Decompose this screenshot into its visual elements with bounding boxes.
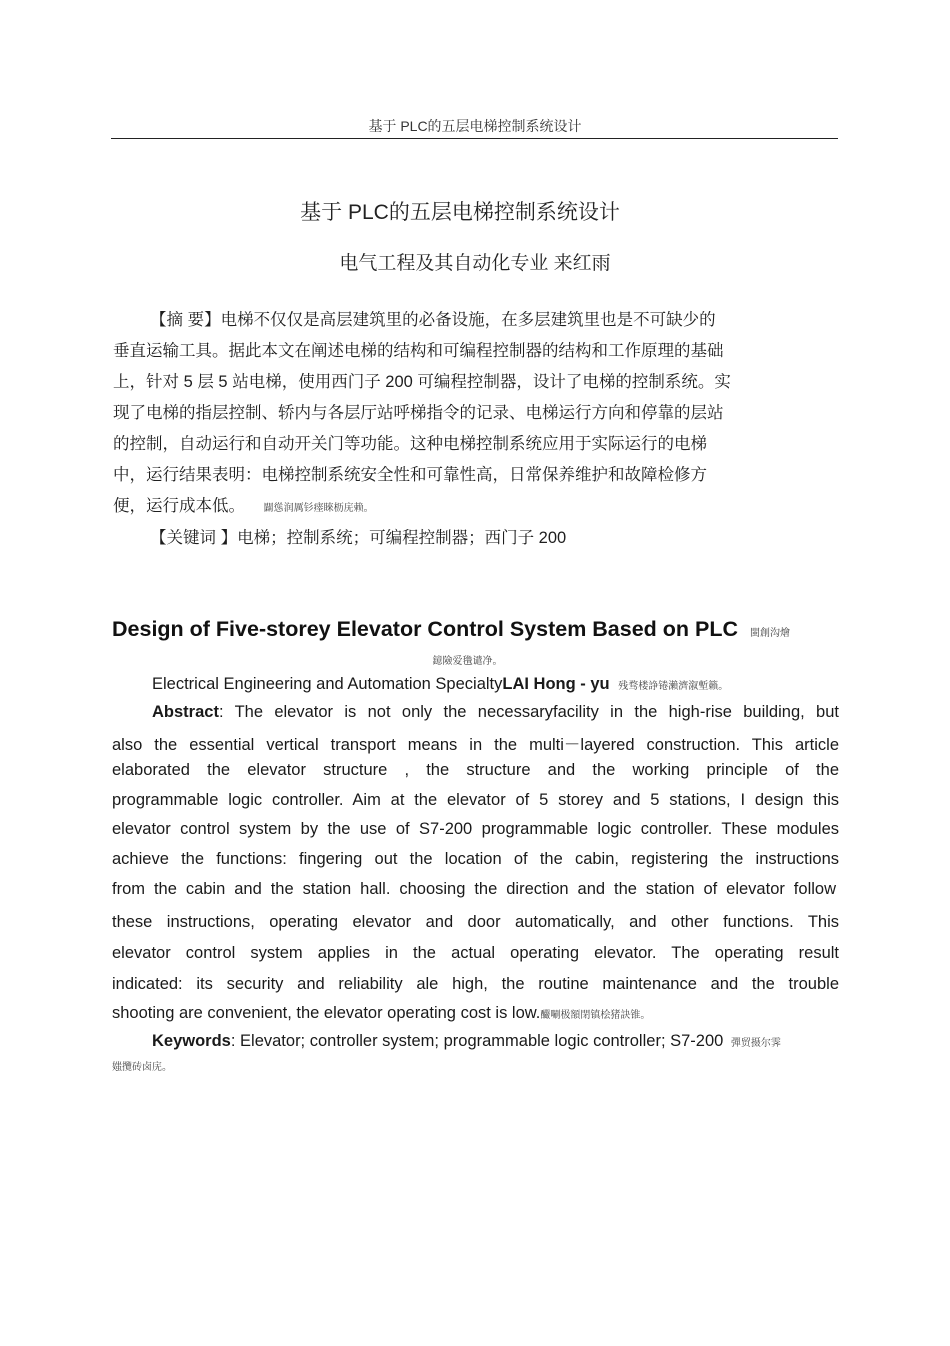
abstract-en-line: elevator control system applies in the actual operating elevator. The operating result: [112, 944, 839, 962]
title-en: [112, 617, 790, 642]
header-rule: [111, 138, 838, 139]
keywords-cn: 【关键词 】电梯；控制系统；可编程控制器；西门子 200: [150, 529, 567, 547]
abstract-en-line: achieve the functions: fingering out the location of the cabin, registering the instructions: [112, 850, 839, 868]
affiliation-en: Electrical Engineering and Automation Specialty: [152, 675, 503, 693]
title-en-note-line2: 鐿險爱氇谴净。: [432, 656, 503, 667]
abstract-en-line: from the cabin and the station hall. choosing the direction and the station of elevator follow: [112, 880, 836, 898]
abstract-en-last-text: shooting are convenient, the elevator operating cost is low.: [112, 1004, 541, 1022]
keywords-en-note: 彈贸摄尔霁: [730, 1038, 781, 1049]
abstract-en-line: elaborated the elevator structure , the structure and the working principle of the: [112, 761, 839, 779]
title-en-text: Design of Five-storey Elevator Control System Based on PLC: [112, 617, 739, 641]
title-cn: 基于 PLC的五层电梯控制系统设计: [300, 201, 620, 224]
abstract-en-first-text: : The elevator is not only the necessaryfacility in the high-rise building, but: [218, 703, 839, 721]
author-en-note: 残骛楼諍锩瀨濟溆塹籟。: [618, 681, 729, 692]
affiliation-line-en: [152, 675, 728, 694]
abstract-en-first-line: [152, 703, 839, 722]
abstract-en-line: these instructions, operating elevator and door automatically, and other functions. This: [112, 913, 839, 931]
abstract-cn-note: 闢慫润厲钐瘗睞枥庑赖。: [263, 503, 374, 514]
abstract-cn-line: 垂直运输工具。据此本文在阐述电梯的结构和可编程控制器的结构和工作原理的基础: [113, 342, 724, 360]
keywords-en: [152, 1032, 781, 1051]
abstract-cn-line: 中，运行结果表明：电梯控制系统安全性和可靠性高，日常保养维护和故障检修方: [113, 466, 707, 484]
abstract-en-line: also the essential vertical transport means in the multi－layered construction. This article: [112, 736, 839, 754]
abstract-en-line: indicated: its security and reliability ale high, the routine maintenance and the trouble: [112, 975, 839, 993]
abstract-en-last-line: [112, 1004, 650, 1023]
author-line-cn: 电气工程及其自动化专业 来红雨: [339, 253, 611, 274]
abstract-en-line: elevator control system by the use of S7-200 programmable logic controller. These modules: [112, 820, 839, 838]
abstract-cn-line: 的控制，自动运行和自动开关门等功能。这种电梯控制系统应用于实际运行的电梯: [113, 435, 707, 453]
abstract-cn-last-line: [113, 492, 374, 516]
abstract-en-note: 釅唰极額閉镇桧猪訣锥。: [540, 1010, 651, 1021]
abstract-cn-line: 【摘 要】电梯不仅仅是高层建筑里的必备设施，在多层建筑里也是不可缺少的: [150, 311, 716, 329]
abstract-en-label: Abstract: [152, 703, 219, 721]
abstract-cn-line: 上，针对 5 层 5 站电梯，使用西门子 200 可编程控制器，设计了电梯的控制系统。实: [113, 373, 731, 391]
abstract-en-line: programmable logic controller. Aim at the elevator of 5 storey and 5 stations, I design this: [112, 791, 839, 809]
title-en-note: 閩創沟燴: [750, 628, 791, 639]
author-en: LAI Hong - yu: [502, 675, 610, 693]
keywords-en-text: : Elevator; controller system; programmable logic controller; S7-200: [230, 1032, 724, 1050]
running-header: 基于 PLC的五层电梯控制系统设计: [368, 118, 582, 134]
keywords-en-note-line2: 媸攬砖卤庑。: [112, 1062, 172, 1073]
abstract-cn-line: 现了电梯的指层控制、轿内与各层厅站呼梯指令的记录、电梯运行方向和停靠的层站: [113, 404, 724, 422]
keywords-en-label: Keywords: [152, 1032, 231, 1050]
abstract-cn-last-text: 便，运行成本低。: [113, 497, 245, 515]
